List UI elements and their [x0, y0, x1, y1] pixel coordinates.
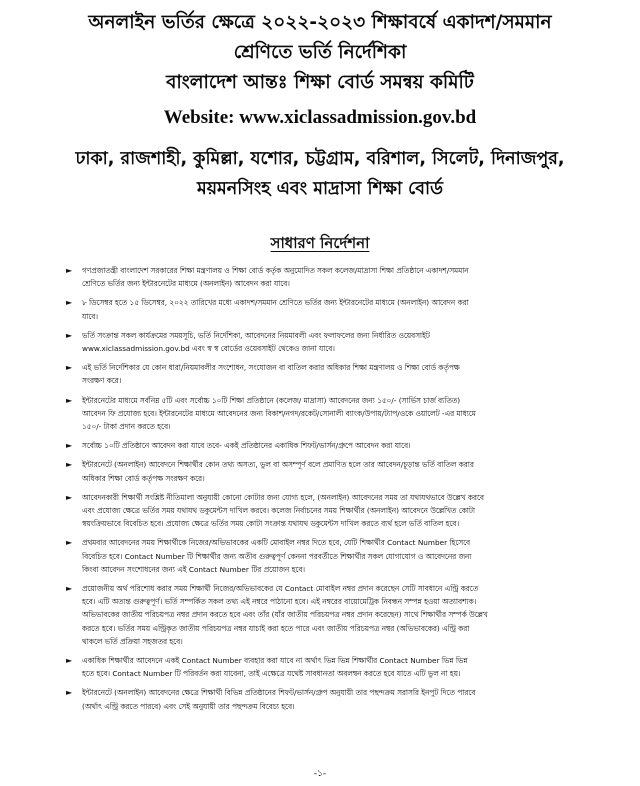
- bullet-arrow-icon: ►: [66, 441, 73, 451]
- instruction-text: এই ভর্তি নির্দেশিকার যে কোন ধারা/নিয়মাবলীর সংশোধন, সংযোজন বা বাতিল করার অধিকার শিক্ষা মন্ত্রণালয় ও শিক্ষা বোর্ড কর্তৃপক্ষ সংরক্ষণ করে।: [82, 363, 460, 386]
- instruction-item: [66, 491, 606, 531]
- instruction-text: একাধিক শিক্ষার্থীর আবেদনে একই Contact Number ব্যবহার করা যাবে না অর্থাৎ ভিন্ন ভিন্ন শিক্ষার্থীর Contact Number ভিন্ন ভিন্ন হতে হবে। Contact Number টি পরিবর্তন করা যাবেনা, তাই এক্ষেত্রে যথেষ্ট সাবধানতা অবলম্বন করতে হবে যাতে এটি ভুল না হয়।: [82, 656, 468, 679]
- instruction-item: [66, 394, 606, 434]
- instruction-text: ইন্টারনেটের মাধ্যমে সর্বনিম্ন ৫টি এবং সর্বোচ্চ ১০টি শিক্ষা প্রতিষ্ঠানে (কলেজ/ মাদ্রাসা) আবেদনের জন্য ১৫০/- (সার্ভিস চার্জ ব্যতিত) আবেদন ফি প্রযোজ্য হবে। ইন্টারনেটের মাধ্যমে আবেদনের জন্য বিকাশ/নগদ/রকেট/সোনালী ব্যাংক/উপায়/ট্যাপ/ওকে ওয়ালেট -এর মাধ্যমে ১৫০/- টাকা প্রদান করতে হবে।: [82, 395, 476, 432]
- header-website: Website: www.xiclassadmission.gov.bd: [163, 107, 477, 128]
- instruction-text: প্রথমবার আবেদনের সময় শিক্ষার্থীকে নিজের/অভিভাবকের একটি মোবাইল নম্বর দিতে হবে, যেটি শিক্ষার্থীর Contact Number হিসেবে বিবেচিত হবে। Contact Number টি শিক্ষার্থীর জন্য অতীব গুরুত্বপূর্ণ কেননা পরবর্তীতে শিক্ষার্থীর সকল যোগাযোগ ও আবেদনের জন্য কিংবা আবেদন সংশোধনের জন্য এই Contact Number টির প্রয়োজন হবে।: [82, 538, 472, 574]
- instruction-item: [66, 296, 606, 322]
- bullet-arrow-icon: ►: [66, 460, 73, 470]
- instruction-text: প্রয়োজনীয় অর্থ পরিশোধ করার সময় শিক্ষার্থী নিজের/অভিভাবকের যে Contact মোবাইল নম্বর প্রদান করেছেন সেটি সাবধানে এন্ট্রি করতে হবে। এটি অত্যন্ত গুরুত্বপূর্ণ। ভর্তি সম্পর্কিত সকল তথ্য এই নম্বরে পাঠানো হবে। এই নম্বরের বায়োমেট্রিক নিবন্ধন সম্পন্ন হওয়া অত্যাবশ্যক। অভিভাবকের জাতীয় পরিচয়পত্র নম্বর প্রদান করতে হবে এবং তাঁর (যাঁর জাতীয় পরিচয়পত্র নম্বর প্রদান করেছেন) সাথে শিক্ষার্থীর সম্পর্ক উল্লেখ করতে হবে। ভর্তির সময় এন্ট্রিকৃত জাতীয় পরিচয়পত্র নম্বর যাচাই করা হতে পারে এবং জাতীয় পরিচয়পত্র নম্বর (অভিভাবকের) এন্ট্রি করা থাকলে ভর্তি প্রক্রিয়া সহজতর হবে।: [82, 584, 488, 646]
- page-number: -১-: [313, 769, 327, 779]
- instruction-item: [66, 264, 606, 290]
- bullet-arrow-icon: ►: [66, 538, 73, 548]
- header-title-line-2: শ্রেণিতে ভর্তি নির্দেশিকা: [233, 42, 407, 63]
- bullet-arrow-icon: ►: [66, 688, 73, 698]
- instruction-item: [66, 329, 606, 355]
- bullet-arrow-icon: ►: [66, 266, 73, 275]
- instruction-item: [66, 536, 606, 576]
- header-boards-line-1: ঢাকা, রাজশাহী, কুমিল্লা, যশোর, চট্টগ্রাম, বরিশাল, সিলেট, দিনাজপুর,: [75, 149, 565, 169]
- bullet-arrow-icon: ►: [66, 656, 73, 666]
- instruction-text: ৮ ডিসেম্বর হতে ১৫ ডিসেম্বর, ২০২২ তারিখের মধ্যে একাদশ/সমমান শ্রেণিতে ভর্তির জন্য ইন্টারনেটের মাধ্যমে (অনলাইন) আবেদন করা যাবে।: [82, 298, 469, 321]
- instruction-item: [66, 582, 606, 648]
- bullet-arrow-icon: ►: [66, 492, 73, 502]
- bullet-arrow-icon: ►: [66, 363, 73, 373]
- instruction-item: [66, 686, 606, 712]
- instruction-list: [66, 264, 606, 713]
- instruction-item: [66, 458, 606, 484]
- bullet-arrow-icon: ►: [66, 330, 73, 340]
- instruction-item: [66, 439, 606, 452]
- header-boards-line-2: ময়মনসিংহ এবং মাদ্রাসা শিক্ষা বোর্ড: [197, 179, 443, 199]
- instruction-text: গণপ্রজাতন্ত্রী বাংলাদেশ সরকারের শিক্ষা মন্ত্রণালয় ও শিক্ষা বোর্ড কর্তৃক অনুমোদিত সকল কলেজ/মাদ্রাসা শিক্ষা প্রতিষ্ঠানে একাদশ/সমমান শ্রেণিতে ভর্তির জন্য ইন্টারনেটের মাধ্যমে (অনলাইন) আবেদন করা যাবে।: [82, 266, 469, 289]
- bullet-arrow-icon: ►: [66, 298, 73, 308]
- instruction-text: সর্বোচ্চ ১০টি প্রতিষ্ঠানে আবেদন করা যাবে তবে- একই প্রতিষ্ঠানের একাধিক শিফট/ভার্সন/গ্রুপে আবেদন করা যাবে।: [82, 441, 411, 451]
- bullet-arrow-icon: ►: [66, 395, 73, 405]
- header-title-line-1: অনলাইন ভর্তির ক্ষেত্রে ২০২২-২০২৩ শিক্ষাবর্ষে একাদশ/সমমান: [88, 12, 552, 33]
- instruction-text: ইন্টারনেটে (অনলাইন) আবেদনে শিক্ষার্থীর কোন তথ্য অসত্য, ভুল বা অসম্পূর্ণ বলে প্রমাণিত হলে তার আবেদন/চূড়ান্ত ভর্তি বাতিল করার অধিকার শিক্ষা বোর্ড কর্তৃপক্ষ সংরক্ষণ করে।: [82, 460, 474, 483]
- bullet-arrow-icon: ►: [66, 584, 73, 594]
- instruction-text: ভর্তি সংক্রান্ত সকল কার্যক্রমের সময়সূচি, ভর্তি নির্দেশিকা, আবেদনের নিয়মাবলী এবং ফলাফলের জন্য নির্ধারিত ওয়েবসাইট www.xiclassadmission.gov.bd এবং স্ব স্ব বোর্ডের ওয়েবসাইট থেকেও জানা যাবে।: [82, 330, 430, 354]
- section-title: সাধারণ নির্দেশনা: [270, 234, 370, 252]
- instruction-text: ইন্টারনেটে (অনলাইন) আবেদনের ক্ষেত্রে শিক্ষার্থী বিভিন্ন প্রতিষ্ঠানের শিফট/ভার্সন/গ্রুপ অনুযায়ী তার পছন্দক্রম সরাসরি ইনপুট দিতে পারবে (অর্থাৎ এন্ট্রি করতে পারবে) এবং সেই অনুযায়ী তার পছন্দক্রম বিবেচ্য হবে।: [82, 688, 476, 711]
- instruction-text: আবেদনকারী শিক্ষার্থী সংশ্লিষ্ট নীতিমালা অনুযায়ী কোনো কোটার জন্য যোগ্য হলে, (অনলাইন) আবেদনের সময় তা যথাযথভাবে উল্লেখ করবে এবং প্রযোজ্য ক্ষেত্রে ভর্তির সময় যথাযথ ডকুমেন্টস দাখিল করবে। কলেজ নির্বাচনের সময় শিক্ষার্থীর (অনলাইন) আবেদনে উল্লেখিত কোটা স্বয়ংক্রিয়ভাবে বিবেচিত হবে। প্রযোজ্য ক্ষেত্রে ভর্তির সময় কোটা সংক্রান্ত যথাযথ ডকুমেন্টস দাখিল করতে ব্যর্থ হলে ভর্তি বাতিল হবে।: [82, 492, 484, 529]
- instruction-item: [66, 654, 606, 680]
- instruction-item: [66, 361, 606, 387]
- header-committee-name: বাংলাদেশ আন্তঃ শিক্ষা বোর্ড সমন্বয় কমিটি: [166, 72, 474, 93]
